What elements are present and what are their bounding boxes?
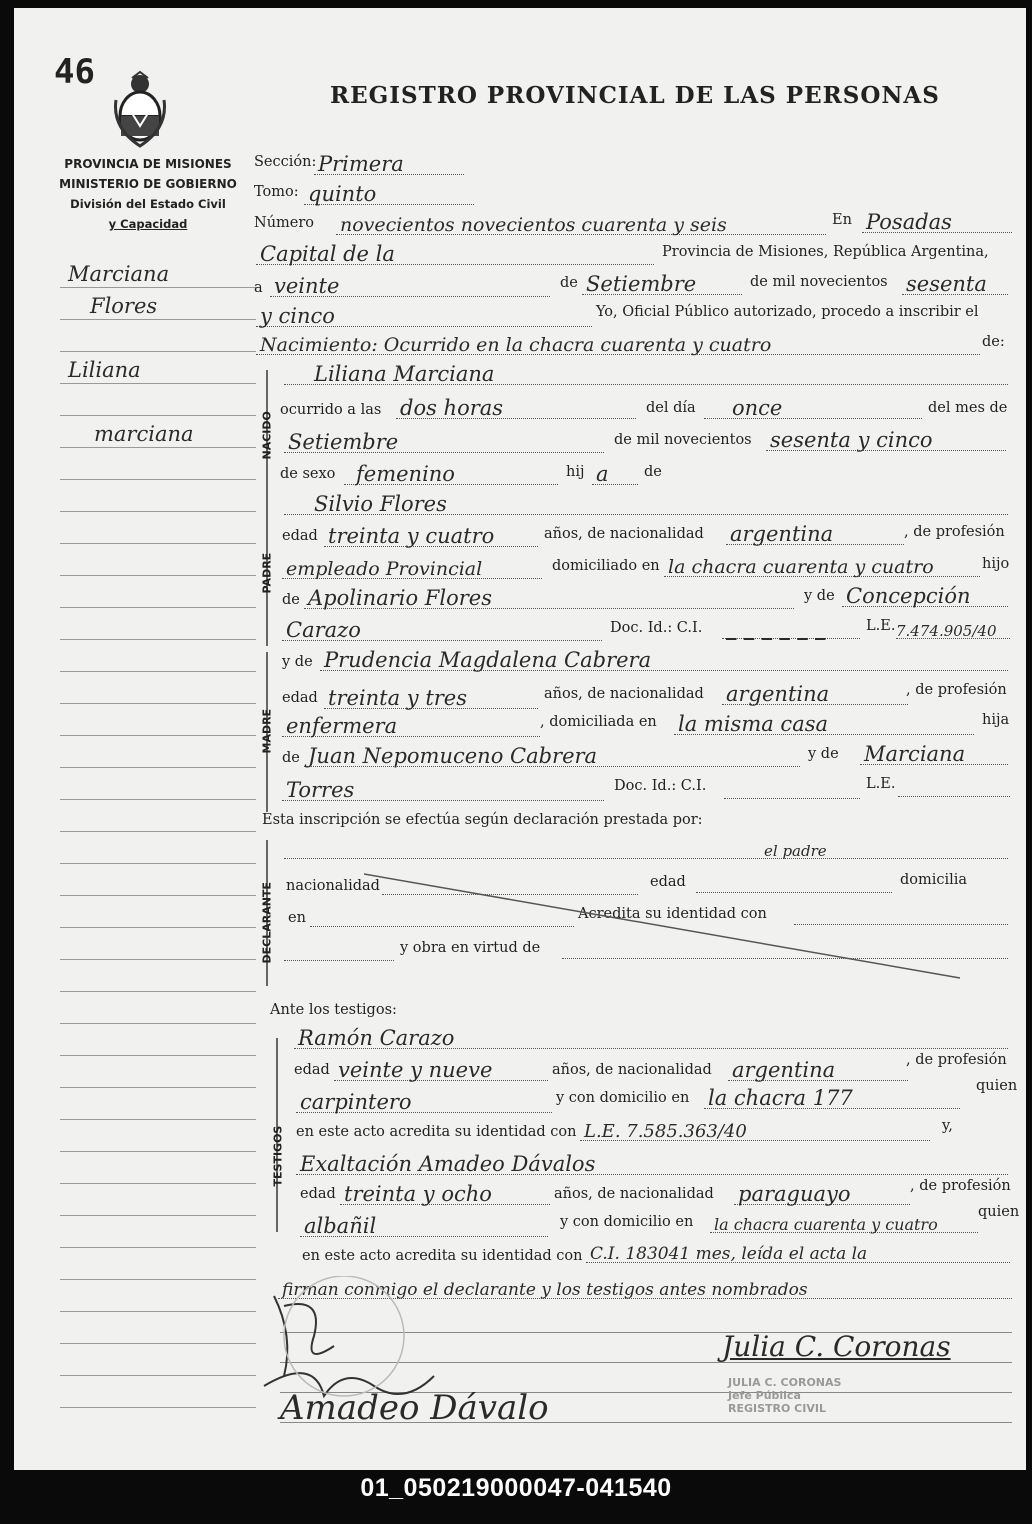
margin-line bbox=[60, 1216, 256, 1248]
value-horas: dos horas bbox=[400, 396, 504, 420]
org-line-3: División del Estado Civil bbox=[70, 197, 226, 211]
value-abuelo-m: Juan Nepomuceno Cabrera bbox=[308, 744, 598, 768]
field-padre-prof bbox=[282, 558, 542, 579]
field-t2-doc bbox=[586, 1242, 1010, 1263]
label-tomo: Tomo: bbox=[254, 184, 299, 200]
label-padre-prof: , de profesión bbox=[904, 524, 1005, 540]
label-padre-nac: años, de nacionalidad bbox=[544, 526, 704, 542]
label-t2-nac: años, de nacionalidad bbox=[554, 1186, 714, 1202]
margin-line bbox=[60, 704, 256, 736]
field-t2-nac bbox=[734, 1184, 910, 1205]
margin-line bbox=[60, 800, 256, 832]
value-numero: novecientos novecientos cuarenta y seis bbox=[340, 214, 727, 236]
label-de-mil: de mil novecientos bbox=[750, 274, 888, 290]
margin-line bbox=[60, 1376, 256, 1408]
field-abuelo-m bbox=[304, 746, 800, 767]
value-t2-edad: treinta y ocho bbox=[344, 1182, 492, 1206]
label-de-3: de bbox=[282, 592, 300, 608]
margin-line bbox=[60, 960, 256, 992]
margin-line bbox=[60, 320, 256, 352]
field-nacimiento bbox=[256, 334, 980, 355]
value-abuelo-p: Apolinario Flores bbox=[308, 586, 492, 610]
field-t2-prof bbox=[300, 1216, 548, 1237]
field-seccion bbox=[314, 154, 464, 175]
label-seccion: Sección: bbox=[254, 154, 317, 170]
margin-line bbox=[60, 1024, 256, 1056]
margin-name-1: Marciana bbox=[68, 262, 170, 286]
margin-line bbox=[60, 448, 256, 480]
value-padre-ci: _ _ _ _ _ _ bbox=[726, 615, 826, 640]
margin-line bbox=[60, 1312, 256, 1344]
margin-line bbox=[60, 896, 256, 928]
label-dec-acredita: Acredita su identidad con bbox=[578, 906, 767, 922]
label-dec-nac: nacionalidad bbox=[286, 878, 380, 894]
value-anio-2: y cinco bbox=[260, 304, 335, 328]
field-tomo bbox=[304, 184, 474, 205]
label-t2-acredita: en este acto acredita su identidad con bbox=[302, 1248, 583, 1264]
field-padre-nombre bbox=[284, 494, 1008, 515]
margin-line bbox=[60, 384, 256, 416]
field-t2-edad bbox=[340, 1184, 550, 1205]
value-anio-3: sesenta y cinco bbox=[770, 428, 933, 452]
margin-name-2: Flores bbox=[90, 294, 158, 318]
value-t2-dom: la chacra cuarenta y cuatro bbox=[714, 1215, 938, 1234]
value-abuela-m2: Torres bbox=[286, 778, 355, 802]
field-anio3 bbox=[766, 430, 1006, 451]
value-madre-nac: argentina bbox=[726, 682, 830, 706]
label-t1-dom: y con domicilio en bbox=[556, 1090, 690, 1106]
margin-name-lines bbox=[60, 256, 256, 1408]
label-padre-le: L.E. bbox=[866, 618, 896, 634]
value-t1-edad: veinte y nueve bbox=[338, 1058, 493, 1082]
value-t2-prof: albañil bbox=[304, 1214, 377, 1238]
margin-line bbox=[60, 768, 256, 800]
label-del-mes: del mes de bbox=[928, 400, 1008, 416]
void-strike-line bbox=[364, 870, 964, 980]
margin-line bbox=[60, 512, 256, 544]
value-padre-prof: empleado Provincial bbox=[286, 558, 483, 580]
field-abuelo-p bbox=[304, 588, 794, 609]
field-madre-nombre bbox=[320, 650, 1008, 671]
signature-oficial: Julia C. Coronas bbox=[722, 1330, 951, 1363]
field-abuela-p2 bbox=[282, 620, 602, 641]
section-label-nacido: NACIDO bbox=[260, 411, 274, 460]
value-sexo: femenino bbox=[356, 462, 455, 486]
margin-line bbox=[60, 832, 256, 864]
field-t1-doc bbox=[580, 1120, 930, 1141]
margin-line bbox=[60, 416, 256, 448]
field-t2-nombre bbox=[296, 1154, 1008, 1175]
field-horas bbox=[396, 398, 636, 419]
margin-line bbox=[60, 352, 256, 384]
label-hija: hija bbox=[982, 712, 1010, 728]
label-t2-edad: edad bbox=[300, 1186, 336, 1202]
label-madre-edad: edad bbox=[282, 690, 318, 706]
label-y-de-2: y de bbox=[282, 654, 313, 670]
field-dia2 bbox=[704, 398, 922, 419]
label-t1-quien: quien bbox=[976, 1078, 1018, 1094]
field-anio bbox=[902, 274, 1008, 295]
margin-line bbox=[60, 640, 256, 672]
label-sexo: de sexo bbox=[280, 466, 336, 482]
label-madre-nac: años, de nacionalidad bbox=[544, 686, 704, 702]
field-madre-le bbox=[898, 776, 1010, 797]
label-en: En bbox=[832, 212, 852, 228]
field-t2-dom bbox=[710, 1212, 978, 1233]
label-padre-dom: domiciliado en bbox=[552, 558, 660, 574]
value-madre-edad: treinta y tres bbox=[328, 686, 468, 710]
label-madre-dom: , domiciliada en bbox=[540, 714, 657, 730]
value-nombre: Liliana Marciana bbox=[314, 362, 495, 386]
value-abuela-p: Concepción bbox=[846, 584, 971, 608]
value-mes2: Setiembre bbox=[288, 430, 399, 454]
field-madre-dom bbox=[674, 714, 974, 735]
coat-of-arms-icon bbox=[110, 70, 170, 152]
value-t1-nac: argentina bbox=[732, 1058, 836, 1082]
margin-name-4: marciana bbox=[94, 422, 194, 446]
label-madre-prof: , de profesión bbox=[906, 682, 1007, 698]
label-provincia: Provincia de Misiones, República Argentina, bbox=[662, 244, 989, 260]
field-madre-edad bbox=[324, 688, 538, 709]
margin-line bbox=[60, 864, 256, 896]
margin-line bbox=[60, 1344, 256, 1376]
margin-line bbox=[60, 672, 256, 704]
section-label-testigos: TESTIGOS bbox=[271, 1125, 285, 1187]
field-anio-cont bbox=[256, 306, 592, 327]
field-abuela-p bbox=[842, 586, 1008, 607]
field-capital bbox=[256, 244, 654, 265]
label-de-mil2: de mil novecientos bbox=[614, 432, 752, 448]
label-hij: hij bbox=[566, 464, 585, 480]
label-de-colon: de: bbox=[982, 334, 1005, 350]
label-padre-edad: edad bbox=[282, 528, 318, 544]
label-de-2: de bbox=[644, 464, 662, 480]
label-dec-obra: y obra en virtud de bbox=[400, 940, 541, 956]
label-del-dia: del día bbox=[646, 400, 696, 416]
margin-line bbox=[60, 1248, 256, 1280]
label-t2-quien: quien bbox=[978, 1204, 1020, 1220]
label-de-4: de bbox=[282, 750, 300, 766]
value-capital: Capital de la bbox=[260, 242, 395, 266]
label-dec-edad: edad bbox=[650, 874, 686, 890]
value-padre-edad: treinta y cuatro bbox=[328, 524, 495, 548]
value-t2-doc: C.I. 183041 mes, leída el acta la bbox=[590, 1244, 868, 1264]
org-line-2: MINISTERIO DE GOBIERNO bbox=[59, 177, 237, 191]
org-line-1: PROVINCIA DE MISIONES bbox=[64, 157, 232, 171]
label-y-de-3: y de bbox=[808, 746, 839, 762]
value-padre-nombre: Silvio Flores bbox=[314, 492, 447, 516]
field-madre-prof bbox=[282, 716, 540, 737]
label-t1-edad: edad bbox=[294, 1062, 330, 1078]
field-padre-le bbox=[896, 618, 1010, 639]
label-t1-acredita: en este acto acredita su identidad con bbox=[296, 1124, 577, 1140]
label-t2-prof: , de profesión bbox=[910, 1178, 1011, 1194]
value-dia: once bbox=[732, 396, 783, 420]
official-stamp bbox=[728, 1376, 841, 1415]
margin-line bbox=[60, 544, 256, 576]
margin-line bbox=[60, 736, 256, 768]
label-padre-doc: Doc. Id.: C.I. bbox=[610, 620, 703, 636]
margin-line bbox=[60, 992, 256, 1024]
label-madre-le: L.E. bbox=[866, 776, 896, 792]
margin-line bbox=[60, 576, 256, 608]
label-t1-nac: años, de nacionalidad bbox=[552, 1062, 712, 1078]
field-sexo bbox=[344, 464, 558, 485]
margin-line bbox=[60, 480, 256, 512]
field-t1-nac bbox=[728, 1060, 908, 1081]
label-t1-y: y, bbox=[942, 1118, 953, 1134]
value-anio-1: sesenta bbox=[906, 272, 987, 296]
value-t1-doc: L.E. 7.585.363/40 bbox=[584, 1121, 747, 1142]
field-mes bbox=[582, 274, 742, 295]
label-dec-en: en bbox=[288, 910, 306, 926]
field-t1-dom bbox=[704, 1088, 960, 1109]
value-declarante: el padre bbox=[764, 842, 827, 860]
value-seccion: Primera bbox=[318, 152, 404, 176]
section-label-padre: PADRE bbox=[260, 552, 274, 594]
field-t1-nombre bbox=[294, 1028, 1008, 1049]
value-madre-nombre: Prudencia Magdalena Cabrera bbox=[324, 648, 652, 672]
margin-line bbox=[60, 1088, 256, 1120]
label-de: de bbox=[560, 275, 578, 291]
value-madre-prof: enfermera bbox=[286, 714, 398, 738]
field-padre-nac bbox=[726, 524, 904, 545]
label-t2-dom: y con domicilio en bbox=[560, 1214, 694, 1230]
value-padre-le: 7.474.905/40 bbox=[896, 622, 997, 640]
label-dec-dom: domicilia bbox=[900, 872, 968, 888]
field-mes2 bbox=[284, 432, 604, 453]
label-esta-inscripcion: Esta inscripción se efectúa según declaración prestada por: bbox=[262, 812, 703, 828]
field-padre-edad bbox=[324, 526, 538, 547]
label-y-de: y de bbox=[804, 588, 835, 604]
value-abuela-p2: Carazo bbox=[286, 618, 361, 642]
value-padre-nac: argentina bbox=[730, 522, 834, 546]
field-en bbox=[862, 212, 1012, 233]
margin-line bbox=[60, 1280, 256, 1312]
label-ante-testigos: Ante los testigos: bbox=[270, 1002, 397, 1018]
field-padre-ci bbox=[722, 615, 860, 640]
value-padre-dom: la chacra cuarenta y cuatro bbox=[668, 556, 934, 578]
value-t1-prof: carpintero bbox=[300, 1090, 412, 1114]
value-nacimiento: Nacimiento: Ocurrido en la chacra cuarenta y cuatro bbox=[260, 334, 772, 356]
value-madre-dom: la misma casa bbox=[678, 712, 829, 736]
value-en: Posadas bbox=[866, 210, 952, 234]
margin-line bbox=[60, 1056, 256, 1088]
margin-line bbox=[60, 256, 256, 288]
value-tomo: quinto bbox=[308, 182, 377, 206]
margin-name-3: Liliana bbox=[68, 358, 141, 382]
field-t1-prof bbox=[296, 1092, 552, 1113]
value-hij: a bbox=[596, 462, 609, 486]
signature-testigo-2: Amadeo Dávalo bbox=[280, 1388, 549, 1428]
field-numero bbox=[336, 214, 826, 235]
value-abuela-m: Marciana bbox=[864, 742, 966, 766]
field-hij bbox=[592, 464, 638, 485]
page-number: 46 bbox=[54, 52, 95, 92]
issuing-authority bbox=[44, 154, 252, 234]
field-nombre bbox=[284, 364, 1008, 385]
margin-line bbox=[60, 1184, 256, 1216]
value-cierre: firman conmigo el declarante y los testigos antes nombrados bbox=[282, 1280, 808, 1300]
margin-line bbox=[60, 608, 256, 640]
value-t2-nombre: Exaltación Amadeo Dávalos bbox=[300, 1152, 596, 1176]
section-label-madre: MADRE bbox=[260, 708, 274, 754]
section-label-declarante: DECLARANTE bbox=[260, 882, 274, 964]
margin-line bbox=[60, 1120, 256, 1152]
field-abuela-m bbox=[860, 744, 1008, 765]
field-dia bbox=[270, 276, 550, 297]
field-madre-nac bbox=[722, 684, 908, 705]
value-t2-nac: paraguayo bbox=[738, 1182, 851, 1206]
label-hijo: hijo bbox=[982, 556, 1010, 572]
field-t1-edad bbox=[334, 1060, 548, 1081]
label-a: a bbox=[254, 280, 263, 296]
field-padre-dom bbox=[664, 556, 980, 577]
value-t1-nombre: Ramón Carazo bbox=[298, 1026, 455, 1050]
field-declarante bbox=[284, 838, 1008, 859]
label-numero: Número bbox=[254, 215, 315, 231]
stamp-text: JULIA C. CORONAS Jefe Pública REGISTRO CIVIL bbox=[728, 1376, 842, 1415]
label-yo: Yo, Oficial Público autorizado, procedo a inscribir el bbox=[596, 304, 979, 320]
org-line-4: y Capacidad bbox=[108, 217, 188, 231]
page-title: REGISTRO PROVINCIAL DE LAS PERSONAS bbox=[330, 82, 940, 109]
field-abuela-m2 bbox=[282, 780, 604, 801]
register-page bbox=[14, 8, 1026, 1470]
value-mes: Setiembre bbox=[586, 272, 697, 296]
image-id-caption: 01_050219000047-041540 bbox=[360, 1474, 672, 1502]
value-dia-letras: veinte bbox=[274, 274, 340, 298]
value-t1-dom: la chacra 177 bbox=[708, 1086, 853, 1110]
margin-line bbox=[60, 928, 256, 960]
margin-line bbox=[60, 288, 256, 320]
label-madre-doc: Doc. Id.: C.I. bbox=[614, 778, 707, 794]
field-madre-ci bbox=[724, 778, 860, 799]
label-ocurrido: ocurrido a las bbox=[280, 402, 382, 418]
label-t1-prof: , de profesión bbox=[906, 1052, 1007, 1068]
margin-line bbox=[60, 1152, 256, 1184]
